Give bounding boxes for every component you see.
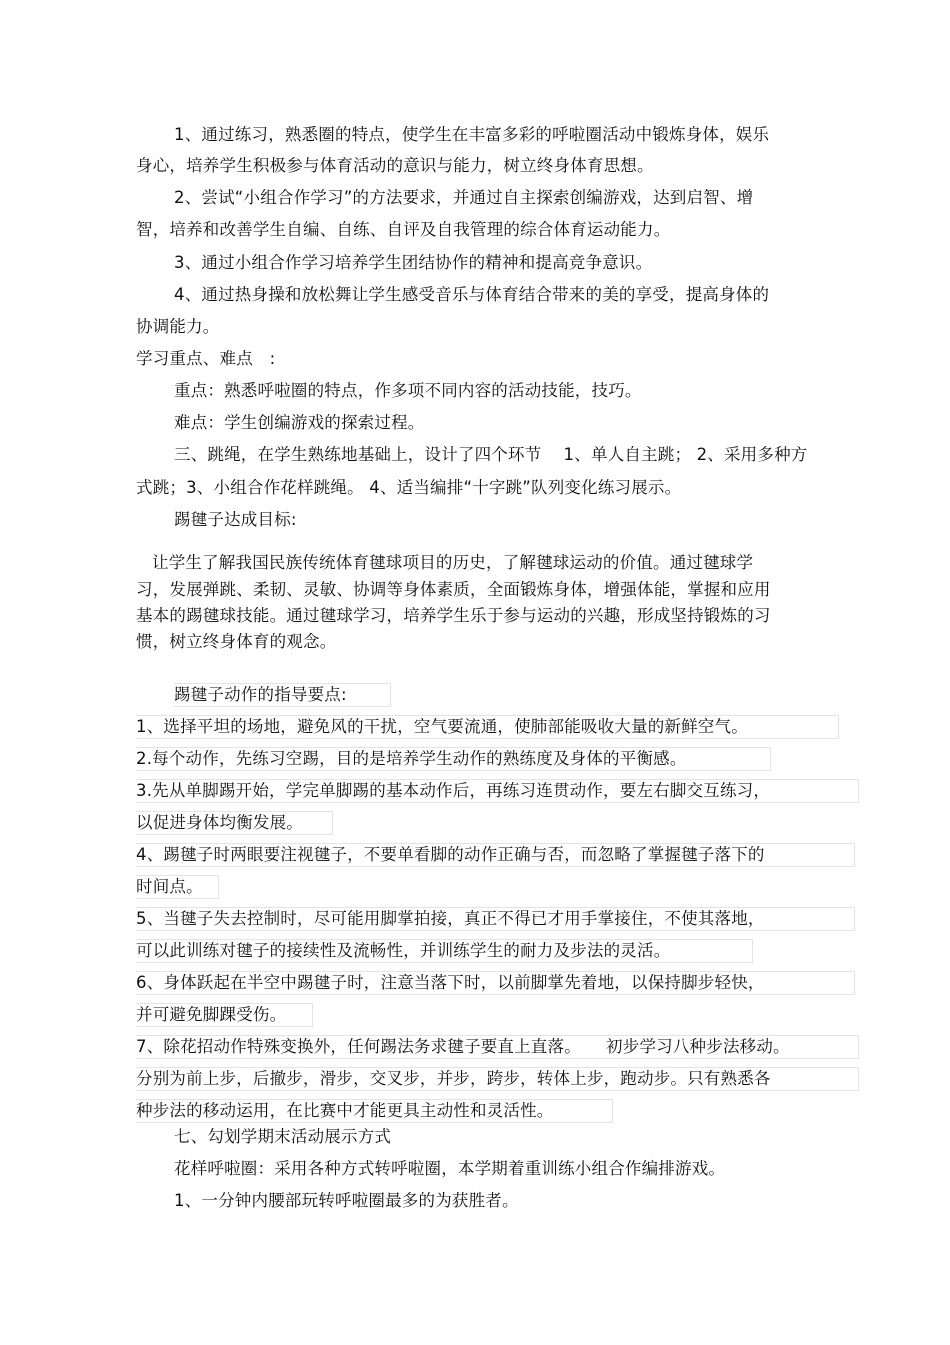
section-heading: 踢毽子动作的指导要点: xyxy=(174,683,391,707)
list-item: 分别为前上步，后撤步，滑步，交叉步，并步，跨步，转体上步，跑动步。只有熟悉各 xyxy=(136,1067,859,1091)
paragraph-line: 1、一分钟内腰部玩转呼啦圈最多的为获胜者。 xyxy=(174,1191,519,1210)
list-item: 6、身体跃起在半空中踢毽子时，注意当落下时，以前脚掌先着地，以保持脚步轻快， xyxy=(136,971,855,995)
paragraph-line: 基本的踢毽球技能。通过毽球学习，培养学生乐于参与运动的兴趣，形成坚持锻炼的习 xyxy=(136,606,771,625)
paragraph-line: 难点：学生创编游戏的探索过程。 xyxy=(174,413,425,432)
list-item: 2.每个动作，先练习空踢，目的是培养学生动作的熟练度及身体的平衡感。 xyxy=(136,747,771,771)
section-heading: 七、勾划学期末活动展示方式 xyxy=(174,1127,392,1146)
section-heading: 踢毽子达成目标: xyxy=(174,510,297,529)
list-item: 7、除花招动作特殊变换外，任何踢法务求毽子要直上直落。 初步学习八种步法移动。 xyxy=(136,1035,859,1059)
list-item: 4、踢毽子时两眼要注视毽子，不要单看脚的动作正确与否，而忽略了掌握毽子落下的 xyxy=(136,843,855,867)
list-item: 并可避免脚踝受伤。 xyxy=(136,1003,313,1027)
paragraph-line: 惯，树立终身体育的观念。 xyxy=(136,632,337,651)
paragraph-line: 2、尝试“小组合作学习”的方法要求，并通过自主探索创编游戏，达到启智、增 xyxy=(174,188,754,207)
paragraph-line: 4、通过热身操和放松舞让学生感受音乐与体育结合带来的美的享受，提高身体的 xyxy=(174,285,770,304)
list-item: 时间点。 xyxy=(136,875,219,899)
list-item: 以促进身体均衡发展。 xyxy=(136,811,333,835)
paragraph-line: 1、通过练习，熟悉圈的特点，使学生在丰富多彩的呼啦圈活动中锻炼身体，娱乐 xyxy=(174,125,770,144)
paragraph-line: 花样呼啦圈：采用各种方式转呼啦圈，本学期着重训练小组合作编排游戏。 xyxy=(174,1159,726,1178)
paragraph-line: 让学生了解我国民族传统体育毽球项目的历史，了解毽球运动的价值。通过毽球学 xyxy=(152,553,754,572)
paragraph-line: 3、通过小组合作学习培养学生团结协作的精神和提高竞争意识。 xyxy=(174,253,653,272)
paragraph-line: 三、跳绳，在学生熟练地基础上，设计了四个环节 1、单人自主跳； 2、采用多种方 xyxy=(174,445,808,464)
list-item: 5、当毽子失去控制时，尽可能用脚掌拍接，真正不得已才用手掌接住，不使其落地， xyxy=(136,907,855,931)
paragraph-line: 身心，培养学生积极参与体育活动的意识与能力，树立终身体育思想。 xyxy=(136,156,654,175)
paragraph-line: 重点：熟悉呼啦圈的特点，作多项不同内容的活动技能，技巧。 xyxy=(174,381,642,400)
paragraph-line: 智，培养和改善学生自编、自练、自评及自我管理的综合体育运动能力。 xyxy=(136,220,671,239)
paragraph-line: 习，发展弹跳、柔韧、灵敏、协调等身体素质，全面锻炼身体，增强体能，掌握和应用 xyxy=(136,580,771,599)
list-item: 3.先从单脚踢开始，学完单脚踢的基本动作后，再练习连贯动作，要左右脚交互练习， xyxy=(136,779,859,803)
list-item: 可以此训练对毽子的接续性及流畅性，并训练学生的耐力及步法的灵活。 xyxy=(136,939,753,963)
list-item: 1、选择平坦的场地，避免风的干扰，空气要流通，使肺部能吸收大量的新鲜空气。 xyxy=(136,715,839,739)
section-heading: 学习重点、难点 : xyxy=(136,349,276,368)
list-item: 种步法的移动运用，在比赛中才能更具主动性和灵活性。 xyxy=(136,1099,613,1123)
paragraph-line: 式跳；3、小组合作花样跳绳。 4、适当编排“十字跳”队列变化练习展示。 xyxy=(136,478,682,497)
paragraph-line: 协调能力。 xyxy=(136,317,220,336)
